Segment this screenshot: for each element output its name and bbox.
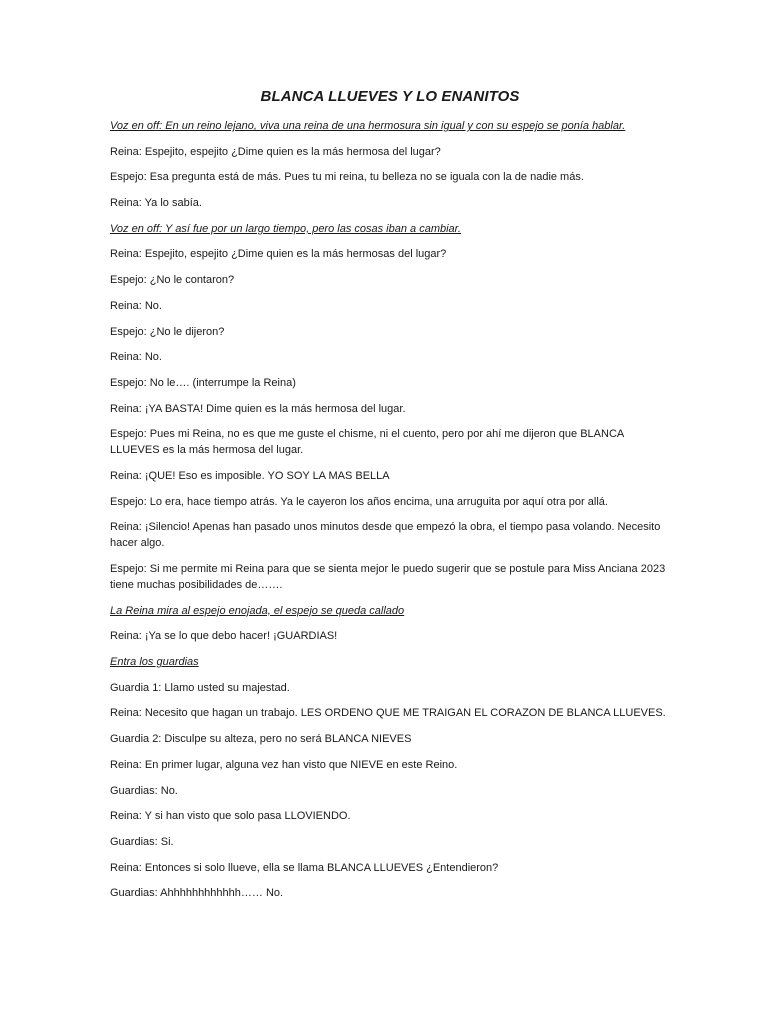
- dialogue-line: Guardias: No.: [110, 784, 178, 797]
- dialogue-line: Reina: Entonces si solo llueve, ella se llama BLANCA LLUEVES ¿Entendieron?: [110, 861, 499, 874]
- dialogue-line: Reina: ¡Silencio! Apenas han pasado unos minutos desde que empezó la obra, el tiempo pasa volando. Necesito hacer algo.: [110, 521, 661, 550]
- dialogue-line: Espejo: Esa pregunta está de más. Pues tu mi reina, tu belleza no se iguala con la de nadie más.: [110, 171, 584, 184]
- dialogue-line: Guardias: Si.: [110, 835, 174, 848]
- dialogue-line: Reina: Ya lo sabía.: [110, 197, 202, 210]
- document-title: BLANCA LLUEVES Y LO ENANITOS: [260, 88, 520, 105]
- dialogue-line: Espejo: No le…. (interrumpe la Reina): [110, 376, 296, 389]
- dialogue-line: Reina: No.: [110, 351, 162, 364]
- dialogue-line: Reina: Y si han visto que solo pasa LLOVIENDO.: [110, 810, 351, 823]
- dialogue-line: Guardias: Ahhhhhhhhhhhh…… No.: [110, 887, 284, 900]
- script-lines: [110, 118, 668, 901]
- narration-line: Voz en off: En un reino lejano, viva una reina de una hermosura sin igual y con su espejo se ponía hablar.: [110, 120, 626, 132]
- narration-line: La Reina mira al espejo enojada, el espejo se queda callado: [110, 604, 405, 617]
- narration-line: Voz en off: Y así fue por un largo tiempo, pero las cosas iban a cambiar.: [110, 222, 461, 235]
- dialogue-line: Reina: Espejito, espejito ¿Dime quien es la más hermosa del lugar?: [110, 145, 441, 158]
- dialogue-line: Reina: ¡Ya se lo que debo hacer! ¡GUARDIAS!: [110, 630, 338, 643]
- dialogue-line: Guardia 1: Llamo usted su majestad.: [110, 681, 290, 694]
- dialogue-line: Espejo: ¿No le contaron?: [110, 274, 235, 287]
- dialogue-line: Reina: ¡QUE! Eso es imposible. YO SOY LA MAS BELLA: [110, 469, 390, 482]
- dialogue-line: Espejo: Pues mi Reina, no es que me guste el chisme, ni el cuento, pero por ahí me dijeron que BLANCA LLUEVES es la más hermosa del lugar.: [110, 428, 624, 457]
- dialogue-line: Espejo: ¿No le dijeron?: [110, 325, 225, 338]
- dialogue-line: Reina: Necesito que hagan un trabajo. LES ORDENO QUE ME TRAIGAN EL CORAZON DE BLANCA LLUEVES.: [110, 707, 666, 720]
- dialogue-line: Espejo: Lo era, hace tiempo atrás. Ya le cayeron los años encima, una arruguita por aquí otra por allá.: [110, 495, 608, 508]
- dialogue-line: Reina: En primer lugar, alguna vez han visto que NIEVE en este Reino.: [110, 758, 458, 771]
- dialogue-line: Reina: Espejito, espejito ¿Dime quien es la más hermosas del lugar?: [110, 248, 447, 261]
- dialogue-line: Reina: ¡YA BASTA! Dime quien es la más hermosa del lugar.: [110, 402, 406, 415]
- dialogue-line: Espejo: Si me permite mi Reina para que se sienta mejor le puedo sugerir que se postule para Miss Anciana 2023 tiene muchas posibilidades de…….: [110, 563, 666, 591]
- dialogue-line: Reina: No.: [110, 299, 162, 312]
- dialogue-line: Guardia 2: Disculpe su alteza, pero no será BLANCA NIEVES: [110, 733, 412, 746]
- narration-line: Entra los guardias: [110, 656, 199, 669]
